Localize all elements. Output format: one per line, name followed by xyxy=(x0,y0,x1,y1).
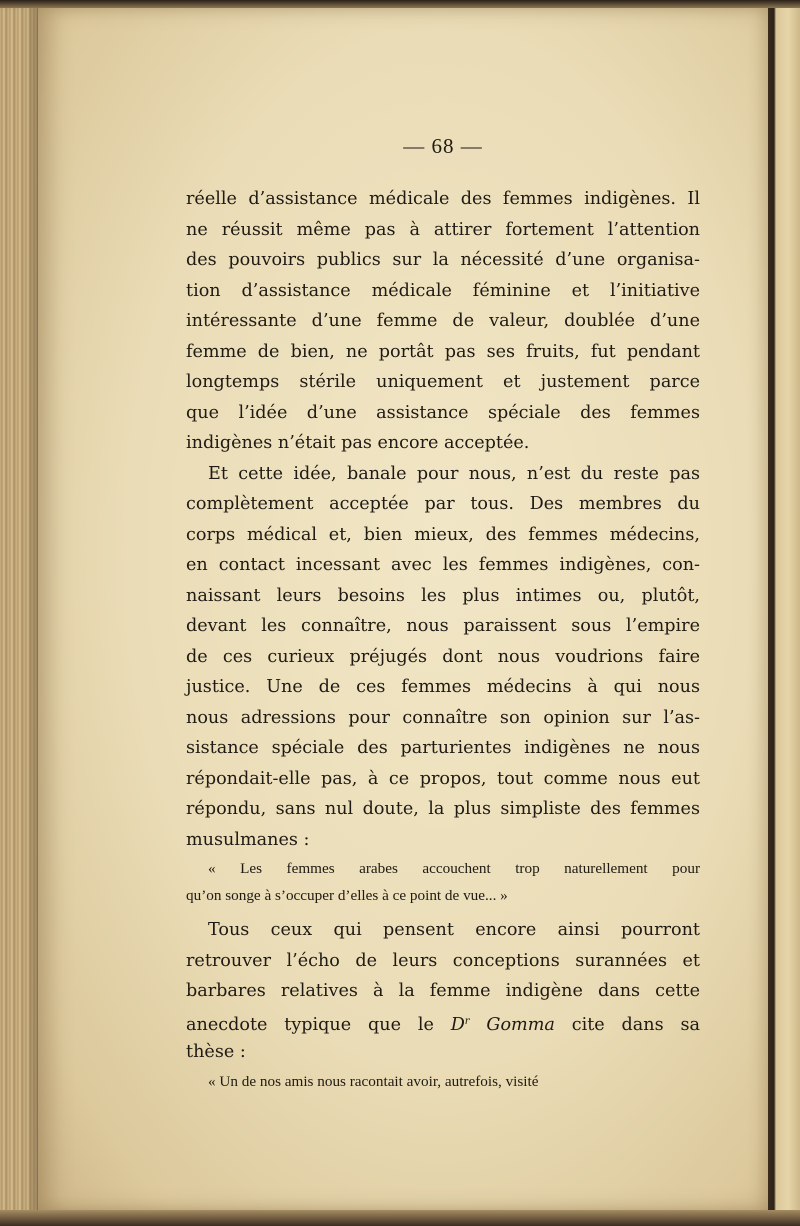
doctor-abbrev-letter: D xyxy=(450,1014,465,1035)
page-number: — 68 — xyxy=(403,134,483,158)
line-fragment: anecdote typique que le xyxy=(186,1014,451,1035)
text-line: complètement acceptée par tous. Des membres du xyxy=(186,494,700,514)
doctor-abbrev-sup: r xyxy=(464,1015,470,1027)
text-line: naissant leurs besoins les plus intimes ou, plutôt, xyxy=(186,585,700,606)
text-line: devant les connaître, nous paraissent sous l’empire xyxy=(186,616,700,636)
text-line: des pouvoirs publics sur la nécessité d’une organisa- xyxy=(186,250,700,270)
text-line: barbares relatives à la femme indigène dans cette xyxy=(186,981,700,1001)
text-line: que l’idée d’une assistance spéciale des femmes xyxy=(186,402,700,423)
text-line: réelle d’assistance médicale des femmes indigènes. Il xyxy=(186,189,700,209)
text-line: de ces curieux préjugés dont nous voudrions faire xyxy=(186,646,700,667)
text-line: justice. Une de ces femmes médecins à qui nous xyxy=(186,677,700,697)
text-line: répondait-elle pas, à ce propos, tout comme nous eut xyxy=(186,768,700,789)
text-line: sistance spéciale des parturientes indigènes ne nous xyxy=(186,738,700,758)
text-line: intéressante d’une femme de valeur, doublée d’une xyxy=(186,311,700,331)
book-binding-edge xyxy=(0,0,40,1226)
quote-line: « Un de nos amis nous racontait avoir, autrefois, visité xyxy=(208,1072,539,1090)
text-line: ne réussit même pas à attirer fortement l’attention xyxy=(186,219,700,240)
text-line: répondu, sans nul doute, la plus simpliste des femmes xyxy=(186,799,700,819)
body-text xyxy=(186,184,700,1095)
text-line: thèse : xyxy=(186,1042,246,1062)
top-edge xyxy=(0,0,800,8)
text-line: corps médical et, bien mieux, des femmes médecins, xyxy=(186,524,700,545)
line-fragment: cite dans sa xyxy=(554,1014,700,1035)
quote-line: qu’on songe à s’occuper d’elles à ce point de vue... » xyxy=(186,887,508,904)
author-name: Gomma xyxy=(486,1014,555,1035)
text-line: Et cette idée, banale pour nous, n’est du reste pas xyxy=(208,463,700,484)
quote-line: « Les femmes arabes accouchent trop naturellement pour xyxy=(208,860,700,877)
text-line: femme de bien, ne portât pas ses fruits, fut pendant xyxy=(186,341,700,362)
text-line: indigènes n’était pas encore acceptée. xyxy=(186,433,530,453)
doctor-abbrev xyxy=(451,1015,470,1035)
text-line: en contact incessant avec les femmes indigènes, con- xyxy=(186,555,700,575)
next-leaf-edge xyxy=(768,0,800,1226)
text-line: nous adressions pour connaître son opinion sur l’as- xyxy=(186,707,700,728)
text-line: musulmanes : xyxy=(186,829,310,850)
text-line xyxy=(186,1007,700,1038)
bottom-edge xyxy=(0,1210,800,1226)
text-line: tion d’assistance médicale féminine et l’initiative xyxy=(186,280,700,301)
text-line: Tous ceux qui pensent encore ainsi pourront xyxy=(208,920,700,940)
text-line: retrouver l’écho de leurs conceptions surannées et xyxy=(186,950,700,971)
text-line: longtemps stérile uniquement et justement parce xyxy=(186,372,700,392)
